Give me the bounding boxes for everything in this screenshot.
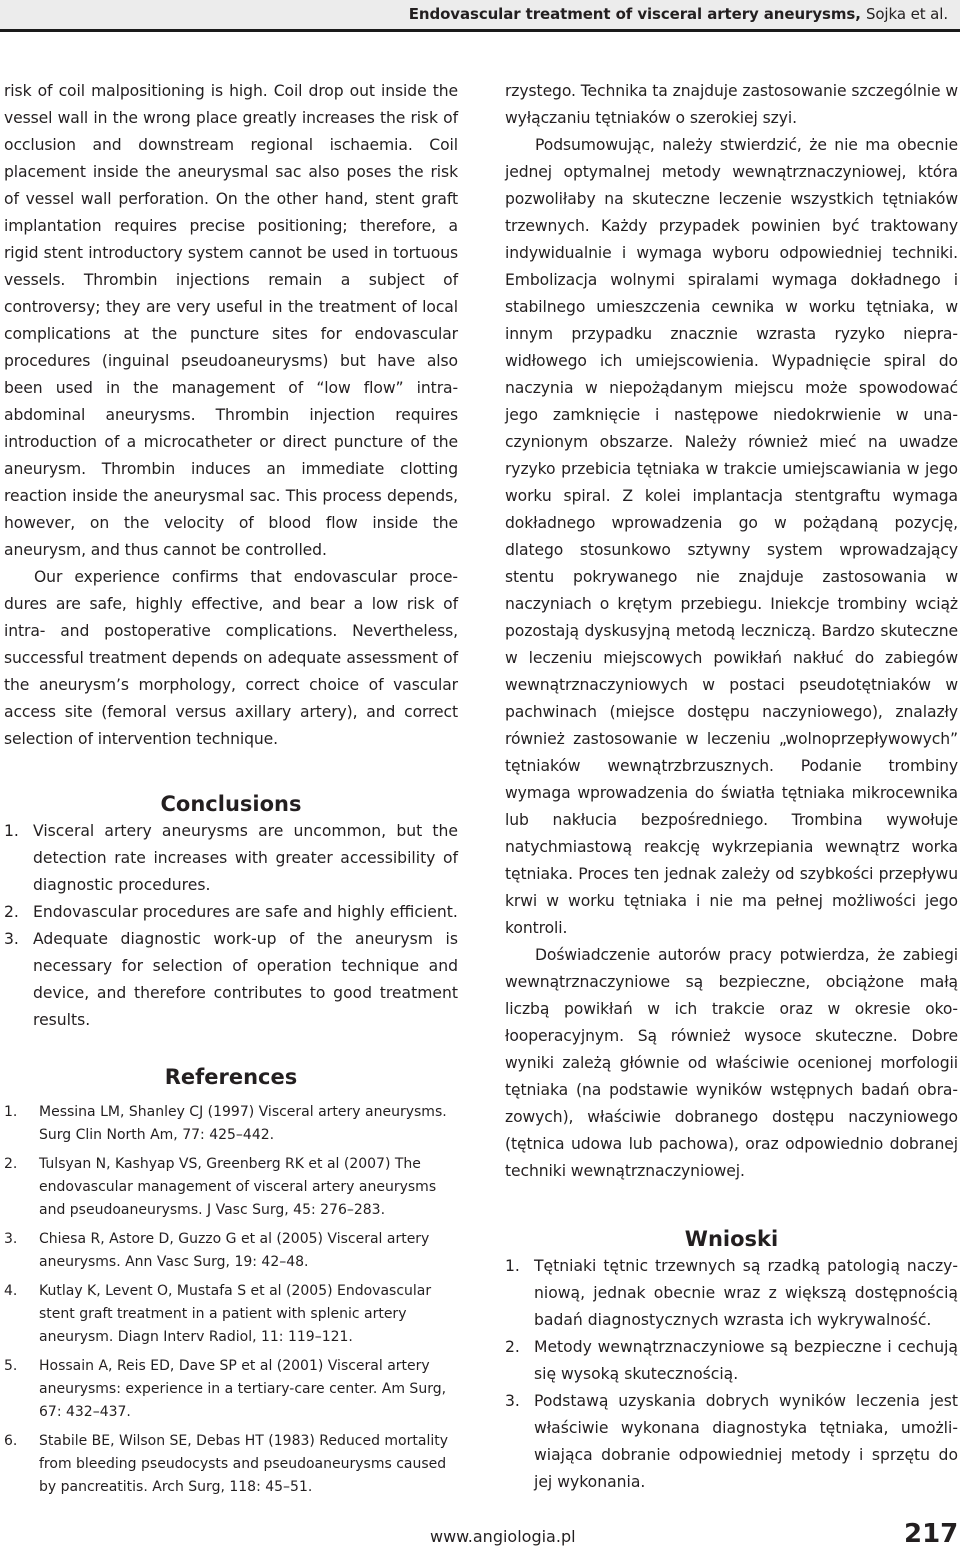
reference-number: 2.	[4, 1156, 18, 1172]
reference-item	[4, 1280, 458, 1349]
reference-text: Tulsyan N, Kashyap VS, Greenberg RK et al (2007) The endovascular management of visceral artery aneurysms and pseudoaneurysms. J Vasc Surg, 45: 276–283.	[39, 1156, 437, 1218]
body-paragraph: Our experience confirms that endovascular procedures are safe, highly effective, and bear a low risk of intra- and postoperative complications. Nevertheless, successful treatment depends on adequate assessment of the aneurysm’s morphology, correct choice of vascular access site (femoral versus axillary artery), and correct selection of intervention technique.	[4, 568, 458, 748]
body-paragraph: risk of coil malpositioning is high. Coil drop out inside the vessel wall in the wrong place greatly increases the risk of occlusion and downstream regional ischaemia. Coil placement inside the aneurysmal sac also poses the risk of vessel wall perforation. On the other hand, stent graft implantation requires precise positioning; therefore, a rigid stent introductory system cannot be used in tortuous vessels. Thrombin injections remain a subject of controversy; they are very useful in the treatment of local complications at the puncture sites for endovascular procedures (inguinal pseudoaneurysms) but have also been used in the management of “low flow” intra-abdominal aneurysms. Thrombin injection requires introduction of a microcatheter or direct puncture of the aneurysm. Thrombin induces an immediate clotting reaction inside the aneurysmal sac. This process depends, however, on the velocity of blood flow inside the aneurysm, and thus cannot be controlled.	[4, 82, 458, 559]
wnioski-heading: Wnioski	[684, 1227, 779, 1251]
body-paragraph: Doświadczenie autorów pracy potwierdza, że zabiegi wewnątrznaczyniowe są bezpieczne, obciążone małą liczbą powikłań w ich trakcie oraz w okresie okołooperacyjnym. Są również wysoce skuteczne. Dobre wyniki zależą głównie od właściwie ocenionej morfologii tętniaka (na podstawie wyników wstępnych badań obrazowych), właściwie dobranego dostępu naczyniowego (tętnica udowa lub pachowa), oraz odpowiednio dobranej techniki wewnątrznaczyniowej.	[505, 946, 958, 1180]
conclusion-item	[4, 899, 458, 926]
reference-item	[4, 1228, 458, 1274]
wnioski-item	[505, 1334, 958, 1388]
conclusion-number: 3.	[4, 930, 19, 948]
conclusions-list	[4, 818, 458, 1034]
references-heading: References	[164, 1065, 298, 1089]
wnioski-text: Metody wewnątrznaczyniowe są bezpieczne i cechują się wysoką skutecznością.	[534, 1338, 958, 1383]
reference-text: Stabile BE, Wilson SE, Debas HT (1983) Reduced mortality from bleeding pseudocysts and pseudoaneurysms caused by pancreatitis. Arch Surg, 118: 45–51.	[39, 1433, 449, 1495]
conclusion-text: Endovascular procedures are safe and highly efficient.	[33, 903, 458, 921]
reference-text: Chiesa R, Astore D, Guzzo G et al (2005) Visceral artery aneurysms. Ann Vasc Surg, 19: 42–48.	[39, 1231, 430, 1270]
page-number: 217	[904, 1519, 959, 1549]
running-head-title: Endovascular treatment of visceral artery aneurysms,	[408, 5, 861, 23]
conclusion-text: Visceral artery aneurysms are uncommon, but the detection rate increases with greater accessibility of diagnostic procedures.	[33, 822, 458, 894]
references-list	[4, 1101, 458, 1499]
conclusion-item	[4, 818, 458, 899]
wnioski-text: Tętniaki tętnic trzewnych są rzadką patologią naczyniową, jednak obecnie wraz z większą dostępnością badań diagnostycznych wzrasta ich wykrywalność.	[534, 1257, 958, 1329]
conclusion-number: 1.	[4, 822, 19, 840]
wnioski-item	[505, 1253, 958, 1334]
running-head-authors: Sojka et al.	[865, 5, 948, 23]
wnioski-list	[505, 1253, 958, 1496]
body-paragraph: Podsumowując, należy stwierdzić, że nie ma obecnie jednej optymalnej metody wewnątrznaczyniowej, która pozwoliłaby na skuteczne leczenie wszystkich tętniaków trzewnych. Każdy przypadek powinien być traktowany indywidualnie i wymaga wyboru odpowiedniej techniki. Embolizacja wolnymi spiralami wymaga dokładnego i stabilnego umieszczenia cewnika w worku tętniaka, w innym przypadku znacznie wzrasta ryzyko nieprawidłowego ich umiejscowienia. Wypadnięcie spiral do naczynia w niepożądanym miejscu może spowodować jego zamknięcie i następowe niedokrwienie w unaczynionym obszarze. Należy również mieć na uwadze ryzyko przebicia tętniaka w trakcie umiejscawiania w jego worku spiral. Z kolei implantacja stentgraftu wymaga dokładnego wprowadzenia go w pożądaną pozycję, dlatego stosunkowo sztywny system wprowadzający stentu pokrywanego nie znajduje zastosowania w naczyniach o krętym przebiegu. Iniekcje trombiny wciąż pozostają dyskusyjną metodą leczniczą. Bardzo skuteczne w leczeniu miejscowych powikłań nakłuć do zabiegów wewnątrznaczyniowych w postaci pseudotętniaków w pachwinach (miejsce dostępu naczyniowego), znalazły również zastosowanie w leczeniu „wolnoprzepływowych” tętniaków wewnątrzbrzusznych. Podanie trombiny wymaga wprowadzenia do światła tętniaka mikrocewnika lub nakłucia bezpośredniego. Trombina wywołuje natychmiastową reakcję wykrzepiania wewnątrz worka tętniaka. Proces ten jednak zależy od szybkości przepływu krwi w worku tętniaka i nie ma pełnej możliwości jego kontroli.	[505, 136, 958, 937]
reference-item	[4, 1153, 458, 1222]
reference-number: 3.	[4, 1231, 18, 1247]
reference-number: 4.	[4, 1283, 18, 1299]
conclusions-heading: Conclusions	[160, 792, 302, 816]
reference-item	[4, 1355, 458, 1424]
reference-text: Messina LM, Shanley CJ (1997) Visceral artery aneurysms. Surg Clin North Am, 77: 425–442.	[39, 1104, 447, 1143]
right-column	[505, 78, 958, 1496]
reference-number: 1.	[4, 1104, 18, 1120]
reference-text: Kutlay K, Levent O, Mustafa S et al (2005) Endovascular stent graft treatment in a patient with splenic artery aneurysm. Diagn Interv Radiol, 11: 119–121.	[39, 1283, 432, 1345]
reference-text: Hossain A, Reis ED, Dave SP et al (2001) Visceral artery aneurysms: experience in a tertiary-care center. Am Surg, 67: 432–437.	[39, 1358, 447, 1420]
wnioski-number: 2.	[505, 1338, 520, 1356]
reference-item	[4, 1430, 458, 1499]
reference-number: 6.	[4, 1433, 18, 1449]
conclusion-item	[4, 926, 458, 1034]
wnioski-item	[505, 1388, 958, 1496]
body-paragraph: rzystego. Technika ta znajduje zastosowanie szczególnie w wyłączaniu tętniaków o szerokiej szyi.	[505, 82, 958, 127]
conclusion-number: 2.	[4, 903, 19, 921]
running-head	[0, 0, 960, 32]
reference-number: 5.	[4, 1358, 18, 1374]
conclusion-text: Adequate diagnostic work-up of the aneurysm is necessary for selection of operation technique and device, and therefore contributes to good treatment results.	[33, 930, 458, 1029]
left-column	[4, 78, 458, 1505]
wnioski-number: 1.	[505, 1257, 520, 1275]
wnioski-number: 3.	[505, 1392, 520, 1410]
reference-item	[4, 1101, 458, 1147]
wnioski-text: Podstawą uzyskania dobrych wyników leczenia jest właściwie wykonana diagnostyka tętniaka, umożliwiająca dobranie odpowiedniej metody i sprzętu do jej wykonania.	[534, 1392, 958, 1491]
footer-url: www.angiologia.pl	[430, 1527, 576, 1546]
